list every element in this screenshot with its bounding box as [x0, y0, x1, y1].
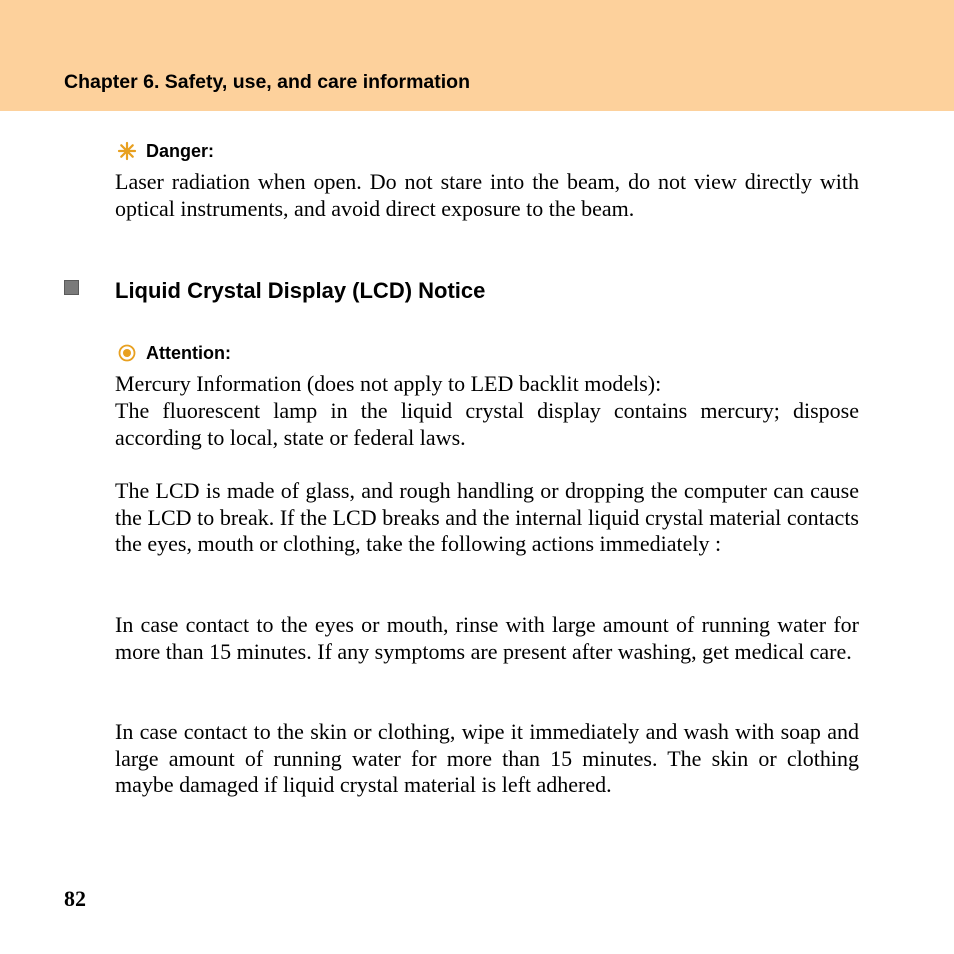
attention-heading — [116, 341, 231, 365]
square-bullet-icon — [64, 280, 79, 295]
danger-text: Laser radiation when open. Do not stare into the beam, do not view directly with optical instruments, and avoid direct exposure to the beam. — [115, 169, 859, 221]
chapter-header-band — [0, 0, 954, 111]
danger-sunburst-icon — [116, 140, 138, 162]
page-number: 82 — [64, 886, 86, 911]
lcd-section-heading — [64, 278, 486, 303]
lcd-glass-paragraph: The LCD is made of glass, and rough handling or dropping the computer can cause the LCD to break. If the LCD breaks and the internal liquid crystal material contacts the eyes, mouth or clothing, take the following actions immediately : — [115, 478, 859, 556]
danger-label: Danger: — [146, 141, 215, 161]
attention-target-icon — [116, 342, 138, 364]
section-title: Liquid Crystal Display (LCD) Notice — [115, 278, 486, 303]
mercury-info-line: Mercury Information (does not apply to LED backlit models): — [115, 371, 662, 396]
attention-label: Attention: — [146, 343, 231, 363]
danger-heading — [116, 139, 214, 163]
mercury-disposal-text: The fluorescent lamp in the liquid crystal display contains mercury; dispose according to local, state or federal laws. — [115, 398, 859, 450]
skin-clothing-paragraph: In case contact to the skin or clothing, wipe it immediately and wash with soap and large amount of running water for more than 15 minutes. The skin or clothing maybe damaged if liquid crystal material is left adhered. — [115, 719, 859, 797]
eyes-mouth-paragraph: In case contact to the eyes or mouth, rinse with large amount of running water for more than 15 minutes. If any symptoms are present after washing, get medical care. — [115, 612, 859, 664]
chapter-title: Chapter 6. Safety, use, and care information — [64, 71, 470, 93]
